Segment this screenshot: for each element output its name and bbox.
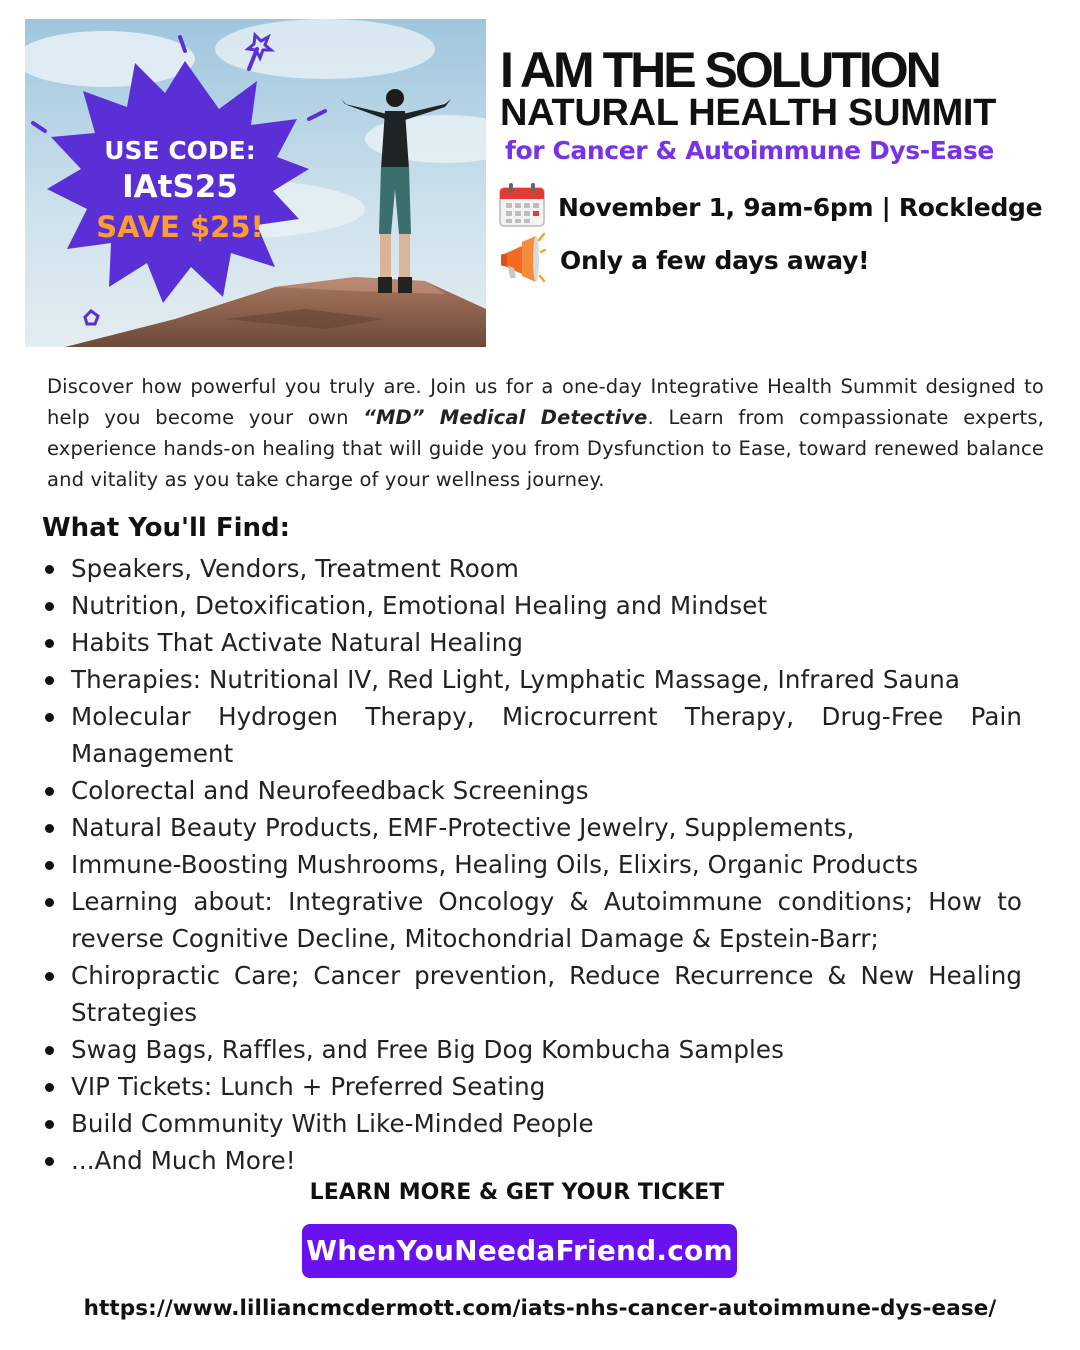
list-item: Swag Bags, Raffles, and Free Big Dog Kombucha Samples	[42, 1031, 1022, 1068]
event-date: November 1, 9am-6pm | Rockledge	[558, 192, 1043, 222]
list-item: Natural Beauty Products, EMF-Protective Jewelry, Supplements,	[42, 809, 1022, 846]
list-item: Molecular Hydrogen Therapy, Microcurrent Therapy, Drug-Free Pain Management	[42, 698, 1022, 772]
promo-code: IAtS25	[122, 169, 238, 205]
promo-savings: SAVE $25!	[96, 210, 264, 244]
list-item: Build Community With Like-Minded People	[42, 1105, 1022, 1142]
features-list	[42, 550, 1022, 1179]
summit-title-line2: NATURAL HEALTH SUMMIT	[500, 92, 997, 134]
summit-subtitle: for Cancer & Autoimmune Dys-Ease	[505, 136, 994, 165]
calendar-icon	[498, 182, 546, 232]
website-button[interactable]: WhenYouNeedaFriend.com	[302, 1224, 737, 1278]
hero-image	[25, 19, 486, 347]
list-item: Colorectal and Neurofeedback Screenings	[42, 772, 1022, 809]
list-item: Learning about: Integrative Oncology & Autoimmune conditions; How to reverse Cognitive Decline, Mitochondrial Damage & Epstein-Barr;	[42, 883, 1022, 957]
list-item: Habits That Activate Natural Healing	[42, 624, 1022, 661]
promo-code-label: USE CODE:	[104, 136, 256, 165]
list-item: VIP Tickets: Lunch + Preferred Seating	[42, 1068, 1022, 1105]
list-item: Nutrition, Detoxification, Emotional Healing and Mindset	[42, 587, 1022, 624]
event-date-row	[498, 182, 1042, 232]
megaphone-icon	[498, 232, 546, 288]
announcement-row	[498, 232, 869, 288]
list-item: Therapies: Nutritional IV, Red Light, Lymphatic Massage, Infrared Sauna	[42, 661, 1022, 698]
list-item: Chiropractic Care; Cancer prevention, Reduce Recurrence & New Healing Strategies	[42, 957, 1022, 1031]
summit-title: I AM THE SOLUTION	[500, 42, 939, 98]
announcement-text: Only a few days away!	[560, 245, 870, 275]
list-item: Immune-Boosting Mushrooms, Healing Oils, Elixirs, Organic Products	[42, 846, 1022, 883]
intro-emphasis: “MD” Medical Detective	[363, 406, 648, 429]
event-url-link[interactable]: https://www.lilliancmcdermott.com/iats-nhs-cancer-autoimmune-dys-ease/	[83, 1296, 997, 1321]
cta-heading: LEARN MORE & GET YOUR TICKET	[309, 1180, 725, 1205]
list-item: ...And Much More!	[42, 1142, 1022, 1179]
intro-paragraph: Discover how powerful you truly are. Join us for a one-day Integrative Health Summit designed to help you become your own “MD” Medical Detective. Learn from compassionate experts, experience hands-on healing that will guide you from Dysfunction to Ease, toward renewed balance and vitality as you take charge of your wellness journey.	[47, 375, 1044, 491]
features-heading: What You'll Find:	[42, 513, 291, 543]
list-item: Speakers, Vendors, Treatment Room	[42, 550, 1022, 587]
